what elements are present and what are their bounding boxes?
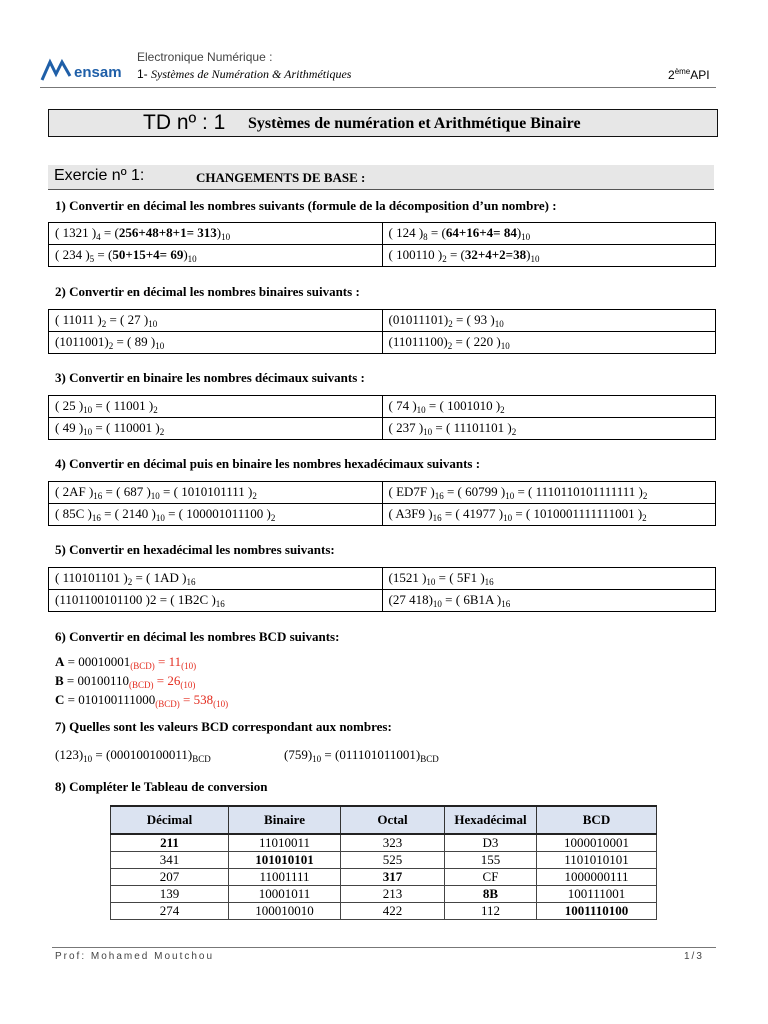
td-number: TD nº : 1: [143, 111, 226, 134]
table-cell: CF: [445, 869, 537, 886]
subject-label: Electronique Numérique :: [137, 50, 273, 64]
q4-cell: ( 85C )$_{16}$ = ( 2140 )$_{10}$ = ( 100001011100 )$_2$: [49, 504, 383, 526]
table-cell: 1000000111: [537, 869, 657, 886]
exercise-title: CHANGEMENTS DE BASE :: [196, 170, 366, 185]
table-row: [111, 903, 657, 920]
table-cell: 1000010001: [537, 834, 657, 852]
question-5: 5) Convertir en hexadécimal les nombres suivants:: [55, 542, 335, 557]
q3-cell: ( 74 )$_{10}$ = ( 1001010 )$_2$: [382, 396, 716, 418]
q2-table: [48, 309, 716, 354]
q5-cell: (27 $418)_{10}$ = ( 6B1A )$_{16}$: [382, 590, 716, 612]
q2-cell: ( 11011 )$_2$ = ( 27 )$_{10}$: [49, 310, 383, 332]
q5-cell: (1101100101100 )2 = ( 1B2C )$_{16}$: [49, 590, 383, 612]
footer-divider: [52, 947, 716, 948]
question-2: 2) Convertir en décimal les nombres binaires suivants :: [55, 284, 360, 299]
exercise-heading: [48, 165, 714, 189]
table-cell: 100010010: [229, 903, 341, 920]
table-cell: 213: [341, 886, 445, 903]
table-row: [111, 834, 657, 852]
table-cell: 155: [445, 852, 537, 869]
conversion-header-row: [111, 806, 657, 834]
table-cell: 1001110100: [537, 903, 657, 920]
header-cell: Décimal: [111, 806, 229, 834]
q4-cell: ( A3F9 )$_{16}$ = ( 41977 )$_{10}$ = ( 1010001111111001 )$_2$: [382, 504, 716, 526]
q7-answer-right: $(759)_{10} = (011101011001)_{BCD}$: [284, 747, 439, 764]
page-title: [48, 109, 718, 137]
ensam-logo: [40, 56, 132, 86]
exercise-divider: [48, 189, 714, 190]
q7-answer-left: $(123)_{10} = (000100100011)_{BCD}$: [55, 747, 211, 764]
title-text: Systèmes de numération et Arithmétique Binaire: [248, 115, 581, 132]
q4-cell: ( ED7F )$_{16}$ = ( 60799 )$_{10}$ = ( 1110110101111111 )$_2$: [382, 482, 716, 504]
table-cell: 11001111: [229, 869, 341, 886]
q1-cell: ( 100110 )$_2 = (32+4+2=38)_{10}$: [382, 245, 716, 267]
question-6: 6) Convertir en décimal les nombres BCD suivants:: [55, 629, 340, 644]
header-cell: Octal: [341, 806, 445, 834]
table-cell: 1101010101: [537, 852, 657, 869]
bcd-a: $A = 00010001_{(BCD)} = 11_{(10)}$: [55, 654, 197, 671]
header-cell: Binaire: [229, 806, 341, 834]
table-cell: 207: [111, 869, 229, 886]
bcd-b: $B = 00100110_{(BCD)} = 26_{(10)}$: [55, 673, 196, 690]
exercise-label: Exercie nº 1:: [54, 167, 145, 184]
q1-cell: ( 234 )$_5 = (50+15+4= 69)_{10}$: [49, 245, 383, 267]
question-8: 8) Compléter le Tableau de conversion: [55, 779, 268, 794]
table-cell: 11010011: [229, 834, 341, 852]
table-cell: 341: [111, 852, 229, 869]
q2-cell: $(11011100)_2$ = ( 220 )$_{10}$: [382, 332, 716, 354]
footer-page-number: 1/3: [684, 951, 704, 962]
q2-cell: $(01011101)_2$ = ( 93 )$_{10}$: [382, 310, 716, 332]
footer-author: Prof: Mohamed Moutchou: [55, 951, 215, 962]
bcd-c: $C = 010100111000_{(BCD)} = 538_{(10)}$: [55, 692, 229, 709]
table-cell: 317: [341, 869, 445, 886]
question-7: 7) Quelles sont les valeurs BCD correspondant aux nombres:: [55, 719, 392, 734]
table-cell: 8B: [445, 886, 537, 903]
table-cell: 10001011: [229, 886, 341, 903]
header-divider: [40, 87, 716, 88]
conversion-table: [110, 805, 657, 920]
question-1: 1) Convertir en décimal les nombres suivants (formule de la décomposition d’un nombre) :: [55, 198, 557, 213]
table-cell: 100111001: [537, 886, 657, 903]
table-cell: D3: [445, 834, 537, 852]
question-4: 4) Convertir en décimal puis en binaire les nombres hexadécimaux suivants :: [55, 456, 481, 471]
table-cell: 422: [341, 903, 445, 920]
header-cell: BCD: [537, 806, 657, 834]
table-row: [111, 852, 657, 869]
question-3: 3) Convertir en binaire les nombres décimaux suivants :: [55, 370, 365, 385]
header-cell: Hexadécimal: [445, 806, 537, 834]
q2-cell: $(1011001)_2$ = ( 89 )$_{10}$: [49, 332, 383, 354]
q5-cell: ( 110101101 )$_2$ = ( 1AD )$_{16}$: [49, 568, 383, 590]
table-cell: 139: [111, 886, 229, 903]
table-row: [111, 886, 657, 903]
logo-text: ensam: [74, 64, 122, 81]
q3-table: [48, 395, 716, 440]
table-cell: 101010101: [229, 852, 341, 869]
level-label: 2èmeAPI: [668, 67, 710, 82]
q5-cell: (1521 )$_{10}$ = ( 5F1 )$_{16}$: [382, 568, 716, 590]
chapter-title: 1- Systèmes de Numération & Arithmétiques: [137, 67, 352, 81]
q3-cell: ( 49 )$_{10}$ = ( 110001 )$_2$: [49, 418, 383, 440]
q3-cell: ( 237 )$_{10}$ = ( 11101101 )$_2$: [382, 418, 716, 440]
table-row: [111, 869, 657, 886]
q4-cell: ( 2AF )$_{16}$ = ( 687 )$_{10}$ = ( 1010101111 )$_2$: [49, 482, 383, 504]
q1-cell: ( 124 )$_8 = (64+16+4= 84)_{10}$: [382, 223, 716, 245]
table-cell: 525: [341, 852, 445, 869]
table-cell: 211: [111, 834, 229, 852]
q1-table: [48, 222, 716, 267]
table-cell: 112: [445, 903, 537, 920]
table-cell: 274: [111, 903, 229, 920]
q5-table: [48, 567, 716, 612]
q3-cell: ( 25 )$_{10}$ = ( 11001 )$_2$: [49, 396, 383, 418]
q4-table: [48, 481, 716, 526]
table-cell: 323: [341, 834, 445, 852]
q1-cell: ( 1321 )$_4 = (256+48+8+1= 313)_{10}$: [49, 223, 383, 245]
